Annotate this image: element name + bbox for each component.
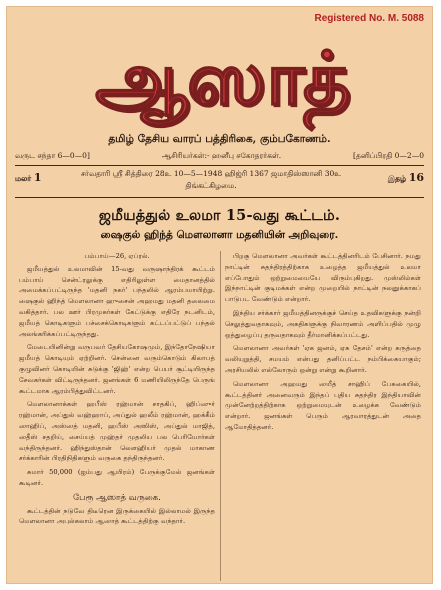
column-divider <box>220 251 221 581</box>
issue-date <box>60 168 362 192</box>
section-heading: பேரூ ஆஸாத் வருகை. <box>73 492 161 503</box>
single-copy-price: [தனிப்பிரதி 0—2—0 <box>353 151 424 160</box>
article-paragraph: மேடையினின்று வருபவர் தேசியகோஷமும், இந்தோநேஷியா ஜமீயத் கொடியும் ஏற்றினர். சென்னை வரும்கொடும் கிலாபத் குழுவினர் கொடியின் சுடுக்கு 'ஜிஹ்' என்ற பெயர் சூட்டியிருந்த சேவகர்கள் விட்டிருந்தனர். ஜனங்கள் 6 மணியிலிருந்தே பெருங் கூட்டமாக ஆரம்பித்துவிட்டனர். <box>19 343 215 395</box>
issue-number: 16 <box>408 171 424 184</box>
info-row <box>15 151 424 163</box>
editors: ஆசிரியர்கள்:- ஹனீபு சகோதரர்கள். <box>161 151 282 160</box>
divider-bottom <box>15 197 424 198</box>
volume-label: மலர் 1 <box>15 171 42 184</box>
article-column-left <box>19 251 215 581</box>
article-dateline: பம்பாய்—26, ஏப்ரல். <box>84 252 150 260</box>
day-line: திங்கட்கிழமை. <box>185 181 237 190</box>
article-column-right <box>225 251 421 581</box>
article-paragraph: இந்திய சர்க்கார் ஜமீயத்தினருக்குச் செய்த உதவிகளுக்கு நன்றி செலுத்துவதாகவும், அகதிகளுக்கு நிவாரணம் அளிப்பதில் முழு ஒத்துழைப்பு தருவதாகவும் தீர்மானிக்கப்பட்டது. <box>225 308 421 339</box>
issue-row <box>15 168 424 194</box>
article-subheading: ஷைகுல் ஹிந்த் மௌலானா மதனியின் அறிவுரை. <box>100 229 339 241</box>
registration-number: Registered No. M. 5088 <box>314 13 424 24</box>
article-paragraph: சுமார் 50,000 (ஐம்பது ஆயிரம்) பேருக்குமேல் ஜனங்கள் கூடினர். <box>19 468 215 487</box>
newspaper-page <box>6 6 433 584</box>
masthead-title: ஆஸாத் <box>95 36 349 122</box>
article-paragraph: மௌலானா அஹமது ஸயீத் சாஹிப் பேசுகையில், கூட்டத்தினர் அனைவரும் இந்தப் புதிய சுதந்திர இந்தியாவின் முன்னேற்றத்திற்காக ஒற்றுமையுடன் உழைக்க வேண்டும் என்றார். ஜனங்கள் பெரும் ஆரவாரத்துடன் அதை ஆமோதித்தனர். <box>225 379 421 431</box>
article-headline: ஜமீயத்துல் உலமா 15-வது கூட்டம். <box>98 207 341 224</box>
article-paragraph: மௌலானா அவர்கள் 'ஏக ஜனம், ஏக தேசம்' என்ற கருத்தை வலியுறுத்தி, சமயம் என்பது தனிப்பட்ட நம்பிக்கையாகும்; அரசியலில் எல்லோரும் ஒன்று என்று கூறினார். <box>225 344 421 374</box>
divider-top <box>15 165 424 166</box>
article-paragraph: ஜமீயத்துல் உலமாவின் 15-வது வருஷாந்திரக் கூட்டம் பம்பாய் சென்ட்ரலுக்கு எதிரிலுள்ள மைதானத்தில் அமைக்கப்பட்டிருந்த 'மதனி நகர்' பந்தலில் ஆரம்பமாயிற்று. ஷைகுல் ஹிந்த் மௌலானா ஹுசைன் அஹமது மதனி தலைமை வகித்தார். பல ஊர் பிரமுகர்கள் கேட்டுக்கு எதிரே நடனிடம், ஜமீயத் கொடிகளும் பச்சைக்கொடிகளும் கட்டப்பட்டுப் பந்தல் அலங்கரிக்கப்பட்டிருந்தது. <box>19 264 215 338</box>
issue-number-label: இதழ் 16 <box>387 171 424 184</box>
article-paragraph: பிறகு மௌலானா அவர்கள் கூட்டத்தினரிடம் பேசினார். நமது நாட்டின் சுதந்திரத்திற்காக உழைத்த ஜமீயத்துல் உலமா எப்போதும் ஒற்றுமையையே விரும்புகிறது. முஸ்லிம்கள் இந்நாட்டின் குடிமக்கள் என்ற முறையில் நாட்டின் நலனுக்காகப் பாடுபட வேண்டும் என்றார். <box>225 252 421 304</box>
article-paragraph: மௌலானாக்கள் ஹபீஸ் ரஹ்மான் சாதகிப், ஹிப்ஸுர் ரஹ்மான், அப்துல் வஹ்ஹாப், அப்துல் ஹலீம் ரஹ்மான், ஹக்கீம் ஸாஹிப், அஸ்ஸத் மதனி, ஹபீஸ் அஸிஸ், அப்துல் மாஜித், ஸதீஸ் சதறிய், சைய்யத் முஹ்தர் முதலிய பல பெரியோர்கள் வந்திருந்தனர். ஹிந்துஸ்தான் லௌஹியர் முதல் மாகாண சர்க்காரின் பிரதிநிதிகளும் வருகை தந்திருந்தனர். <box>19 400 215 463</box>
subscription-rate: வருட சந்தா 6—0—0] <box>15 151 90 160</box>
volume-number: 1 <box>33 171 42 184</box>
date-line: சர்வதாரி ஸ்ரீ சித்திரை 28உ 10—5—1948 ஹிஜ்ரி 1367 ஜமாதிஸ்ஸானி 30உ <box>80 169 342 178</box>
tagline: தமிழ் தேசிய வாரப் பத்திரிகை, கும்பகோணம். <box>108 133 331 145</box>
article-paragraph: கூட்டத்தின் நடுவே திடீரென இருக்கையில் இல்லாமல் இருந்த மௌலானா அபுல்கலாம் ஆஸாத் கூட்டத்திற்கு வந்தார். <box>19 506 215 526</box>
